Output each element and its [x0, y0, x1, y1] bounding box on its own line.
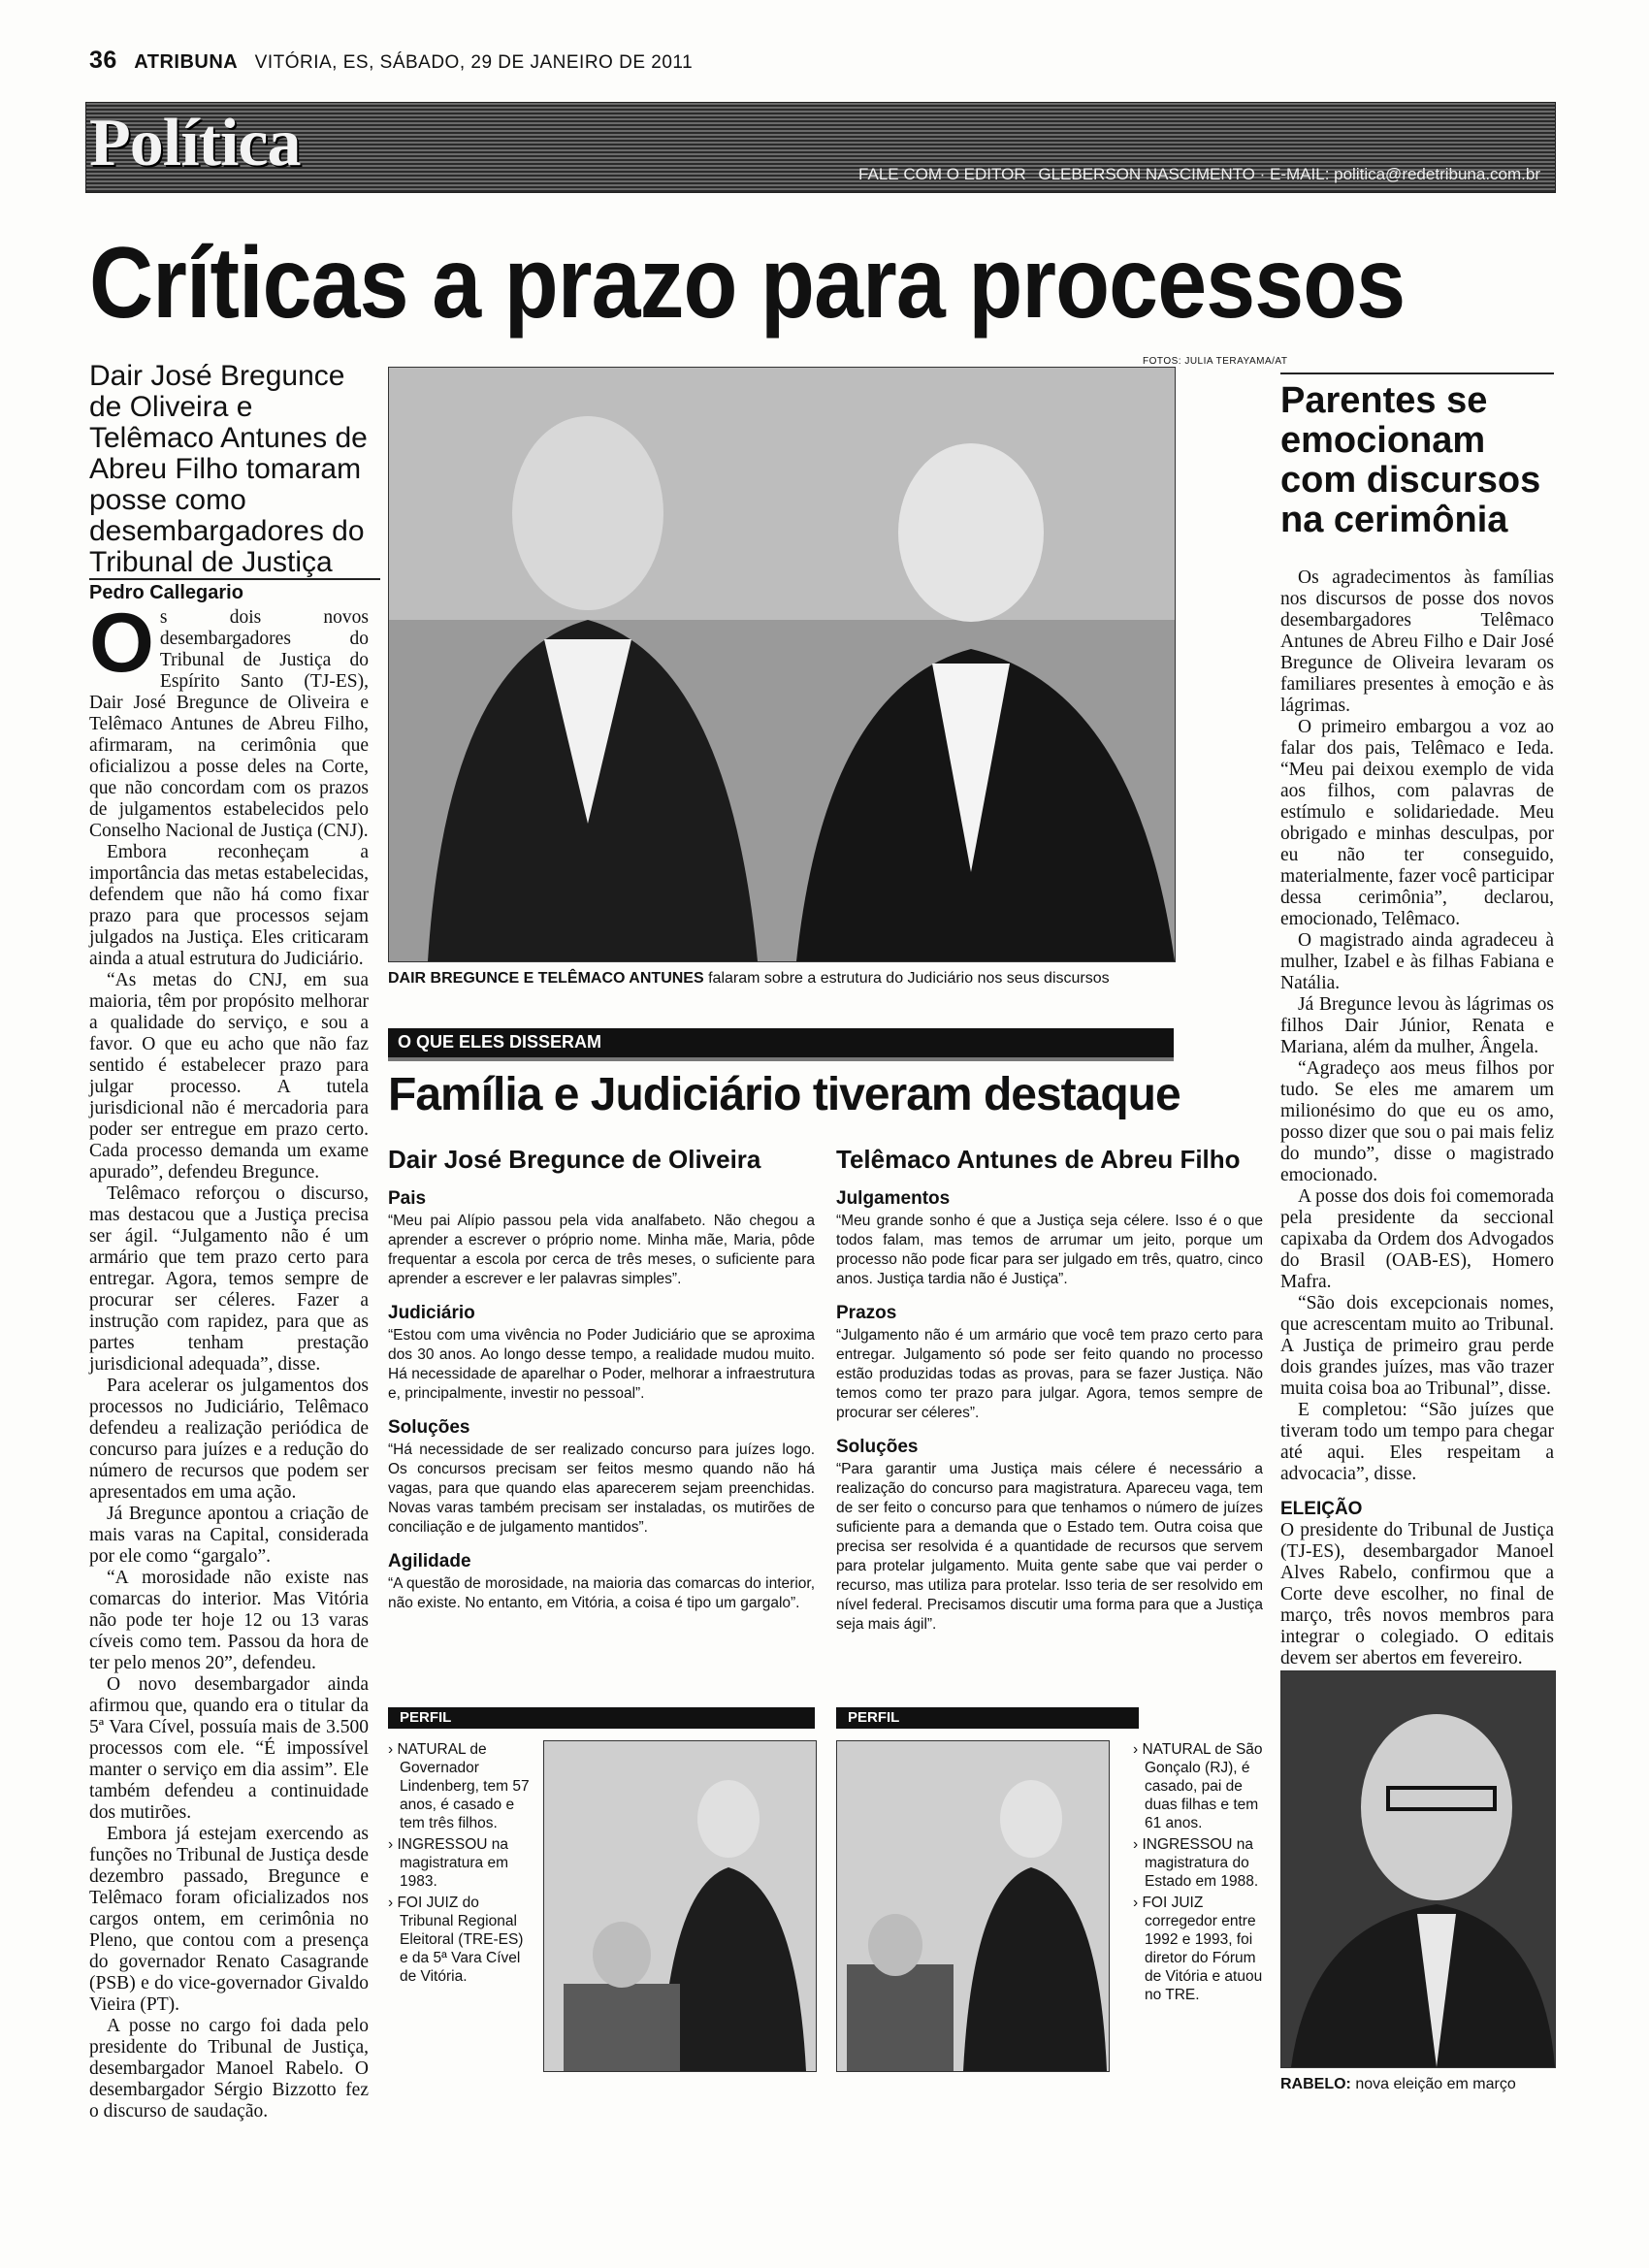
sidebar-story	[1280, 567, 1554, 1669]
perfil-right	[836, 1707, 1263, 2003]
section-title: Política	[89, 106, 301, 180]
quote-text: “Meu pai Alípio passou pela vida analfabeto. Não chegou a aprender a escrever o próprio nome. Minha mãe, Maria, pôde frequentar a escola por cerca de três meses, o suficiente para aprender a escrever e ler palavras simples”.	[388, 1213, 815, 1287]
perfil-left-list	[388, 1740, 532, 1989]
caption-names: DAIR BREGUNCE E TELÊMACO ANTUNES	[388, 970, 704, 987]
sidebar-title: Parentes se emocionam com discursos na cerimônia	[1280, 380, 1541, 540]
sidebar-paragraph: O primeiro embargou a voz ao falar dos pais, Telêmaco e Ieda. “Meu pai deixou exemplo de vida aos filhos, com palavras de estímulo e solidariedade. Meu obrigado e minhas desculpas, por eu não ter conseguido, materialmente, fazer você participar dessa cerimônia”, declarou, emocionado, Telêmaco.	[1280, 717, 1554, 929]
perfil-item: › FOI JUIZ corregedor entre 1992 e 1993, foi diretor do Fórum de Vitória e atuou no TRE.	[1133, 1895, 1263, 2003]
quote-text: “Há necessidade de ser realizado concurso para juízes logo. Os concursos precisam ser feitos mesmo quando não há vagas, para que quando elas aparecerem sejam preenchidas. Novas varas também precisam ser instaladas, os mutirões de conciliação e de julgamento mantidos”.	[388, 1442, 815, 1536]
rabelo-caption-text: nova eleição em março	[1355, 2076, 1516, 2092]
speech-illustration	[544, 1741, 816, 2071]
story-paragraph: s dois novos desembargadores do Tribunal de Justiça do Espírito Santo (TJ-ES), Dair José Bregunce de Oliveira e Telêmaco Antunes de Abreu Filho, afirmaram, na cerimônia que oficializou a posse deles na Corte, que não concordam com os prazos de julgamentos estabelecidos pelo Conselho Nacional de Justiça (CNJ).	[89, 607, 369, 841]
sidebar-paragraph: A posse dos dois foi comemorada pela presidente da seccional capixaba da Ordem dos Advogados do Brasil (OAB-ES), Homero Mafra.	[1280, 1186, 1554, 1292]
story-paragraph: Embora já estejam exercendo as funções no Tribunal de Justiça desde dezembro passado, Bregunce e Telêmaco foram oficializados nos cargos ontem, em cerimônia no Pleno, que contou com a presença do governador Renato Casagrande (PSB) e do vice-governador Givaldo Vieira (PT).	[89, 1824, 369, 2015]
caption-text: falaram sobre a estrutura do Judiciário nos seus discursos	[708, 970, 1110, 987]
perfil-item: › NATURAL de São Gonçalo (RJ), é casado, pai de duas filhas e tem 61 anos.	[1133, 1741, 1263, 1831]
story-paragraph: Embora reconheçam a importância das metas estabelecidas, defendem que não há como fixar prazo para que processos sejam julgados na Justiça. Eles criticaram ainda a atual estrutura do Judiciário.	[89, 842, 369, 969]
perfil-right-list	[1133, 1740, 1263, 2007]
sidebar-paragraph: O presidente do Tribunal de Justiça (TJ-ES), desembargador Manoel Alves Rabelo, confirmou que a Corte deve escolher, no final de março, três novos membros para integrar o colegiado. O editais devem ser abertos em fevereiro.	[1280, 1520, 1554, 1669]
two-judges-illustration	[389, 368, 1175, 961]
editor-contact	[858, 165, 1540, 184]
quote-topic: Pais	[388, 1188, 427, 1209]
quote-text: “Julgamento não é um armário que você tem prazo certo para entregar. Julgamento só pode ser feito quando no processo estão produzidas todas as provas, para se fazer Justiça. Não temos como ter prazo para julgar. Agora, temos sempre de procurar ser céleres”.	[836, 1327, 1263, 1421]
sidebar-paragraph: “Agradeço aos meus filhos por tudo. Se eles me amarem um milionésimo do que eu os amo, posso dizer que sou o pai mais feliz do mundo”, disse o magistrado emocionado.	[1280, 1058, 1554, 1185]
story-paragraph: Telêmaco reforçou o discurso, mas destacou que a Justiça precisa ser ágil. “Julgamento não é um armário que tem prazo certo para entregar. Agora, temos sempre de procurar ser céleres. Fazer a instrução com rapidez, para que as partes tenham prestação jurisdicional adequada”, disse.	[89, 1183, 369, 1375]
editor-label: FALE COM O EDITOR	[858, 165, 1026, 183]
rabelo-caption-name: RABELO:	[1280, 2076, 1351, 2092]
quotes-right-name: Telêmaco Antunes de Abreu Filho	[836, 1145, 1241, 1174]
sidebar-paragraph: E completou: “São juízes que tiveram todo um tempo para chegar até aqui. Eles respeitam a advocacia”, disse.	[1280, 1400, 1554, 1484]
deck: Dair José Bregunce de Oliveira e Telêmaco Antunes de Abreu Filho tomaram posse como desembargadores do Tribunal de Justiça	[89, 360, 368, 578]
photo-caption	[388, 970, 1110, 988]
main-story	[89, 597, 369, 2122]
rabelo-caption	[1280, 2076, 1516, 2093]
photo-credit: FOTOS: JULIA TERAYAMA/AT	[1143, 356, 1288, 367]
perfil-item: › FOI JUIZ do Tribunal Regional Eleitoral (TRE-ES) e da 5ª Vara Cível de Vitória.	[388, 1895, 524, 1985]
sidebar-rule	[1280, 373, 1554, 374]
page-folio	[89, 47, 693, 75]
perfil-left	[388, 1707, 815, 1985]
sidebar-paragraph: O magistrado ainda agradeceu à mulher, Izabel e às filhas Fabiana e Natália.	[1280, 930, 1554, 993]
sidebar-subhead: ELEIÇÃO	[1280, 1499, 1363, 1519]
quote-topic: Prazos	[836, 1303, 897, 1323]
dateline: VITÓRIA, ES, SÁBADO, 29 DE JANEIRO DE 2011	[254, 52, 694, 73]
box-title: Família e Judiciário tiveram destaque	[388, 1069, 1180, 1120]
quote-text: “Meu grande sonho é que a Justiça seja célere. Isso é o que todos falam, mas temos de arrumar um jeito, porque um processo não pode ficar para ser julgado em três, quatro, cinco anos. Justiça tardia não é Justiça”.	[836, 1213, 1263, 1287]
telemaco-photo	[836, 1740, 1110, 2072]
bregunce-photo	[543, 1740, 817, 2072]
quote-topic: Judiciário	[388, 1303, 475, 1323]
rabelo-portrait	[1281, 1671, 1555, 2067]
rabelo-photo	[1280, 1670, 1556, 2068]
speech-illustration	[837, 1741, 1109, 2071]
story-paragraph: O novo desembargador ainda afirmou que, quando era o titular da 5ª Vara Cível, possuía mais de 3.500 processos com ele. “É impossível manter o serviço em dia assim”. Ele também defendeu a continuidade dos mutirões.	[89, 1674, 369, 1823]
sidebar-paragraph: Os agradecimentos às famílias nos discursos de posse dos novos desembargadores Telêmaco Antunes de Abreu Filho e Dair José Bregunce de Oliveira levaram os familiares presentes à emoção e às lágrimas.	[1280, 567, 1554, 716]
perfil-label: PERFIL	[836, 1707, 1139, 1729]
perfil-item: › INGRESSOU na magistratura em 1983.	[388, 1836, 509, 1890]
quote-topic: Agilidade	[388, 1551, 471, 1571]
editor-info: GLEBERSON NASCIMENTO · E-MAIL: politica@redetribuna.com.br	[1038, 165, 1540, 183]
quotes-left-name: Dair José Bregunce de Oliveira	[388, 1145, 761, 1174]
perfil-label: PERFIL	[388, 1707, 815, 1729]
quote-text: “A questão de morosidade, na maioria das comarcas do interior, não existe. No entanto, em Vitória, a coisa é tipo um gargalo”.	[388, 1575, 815, 1611]
story-paragraph: Para acelerar os julgamentos dos processos no Judiciário, Telêmaco defendeu a realização periódica de concurso para juízes e a redução do número de recursos que podem ser apresentados em uma ação.	[89, 1376, 369, 1503]
quote-text: “Para garantir uma Justiça mais célere é necessário a realização do concurso para magistratura. Apareceu vaga, tem de ser feito o concurso para que tenhamos o número de juízes suficiente para a demanda que o Estado tem. Outra coisa que precisa ser resolvida é a quantidade de recursos que servem para protelar julgamento. Muita gente sabe que vai perder o recurso, mas utiliza para protelar. Isso teria de ser resolvido em nível federal. Precisamos discutir uma forma para que a Justiça seja mais ágil”.	[836, 1461, 1263, 1633]
perfil-item: › NATURAL de Governador Lindenberg, tem 57 anos, é casado e tem três filhos.	[388, 1741, 530, 1831]
quotes-left	[388, 1145, 815, 1613]
sidebar-paragraph: Já Bregunce levou às lágrimas os filhos Dair Júnior, Renata e Mariana, além da mulher, Ângela.	[1280, 994, 1554, 1057]
main-photo	[388, 367, 1176, 962]
headline: Críticas a prazo para processos	[89, 227, 1406, 340]
quote-text: “Estou com uma vivência no Poder Judiciário que se aproxima dos 30 anos. Ao longo desse tempo, a realidade mudou muito. Há necessidade de aparelhar o Poder, melhorar a infraestrutura e, principalmente, investir no pessoal”.	[388, 1327, 815, 1402]
quotes-right	[836, 1145, 1263, 1635]
byline: Pedro Callegario	[89, 578, 380, 604]
page-number: 36	[89, 47, 117, 74]
quote-topic: Soluções	[388, 1417, 470, 1438]
box-kicker: O QUE ELES DISSERAM	[398, 1032, 602, 1052]
dropcap: O	[89, 597, 154, 690]
sidebar-paragraph: “São dois excepcionais nomes, que acrescentam muito ao Tribunal. A Justiça de primeiro grau perde dois grandes juízes, mas vão trazer muita coisa boa ao Tribunal”, disse.	[1280, 1293, 1554, 1399]
story-paragraph: “As metas do CNJ, em sua maioria, têm por propósito melhorar a qualidade do serviço, e sou a favor. O que eu acho que não faz sentido é estabelecer prazo para julgar processo. A tutela jurisdicional não é mercadoria para poder ser entregue em prazo certo. Cada processo demanda um exame apurado”, defendeu Bregunce.	[89, 970, 369, 1183]
paper-name: ATRIBUNA	[134, 51, 239, 73]
quote-topic: Julgamentos	[836, 1188, 951, 1209]
story-paragraph: Já Bregunce apontou a criação de mais varas na Capital, considerada por ele como “gargalo”.	[89, 1504, 369, 1567]
story-paragraph: A posse no cargo foi dada pelo presidente do Tribunal de Justiça, desembargador Manoel Rabelo. O desembargador Sérgio Bizzotto fez o discurso de saudação.	[89, 2016, 369, 2122]
perfil-item: › INGRESSOU na magistratura do Estado em 1988.	[1133, 1836, 1259, 1890]
story-paragraph: “A morosidade não existe nas comarcas do interior. Mas Vitória não pode ter hoje 12 ou 13 varas cíveis como tem. Passou da hora de ter pelo menos 20”, defendeu.	[89, 1568, 369, 1673]
quote-topic: Soluções	[836, 1437, 919, 1457]
